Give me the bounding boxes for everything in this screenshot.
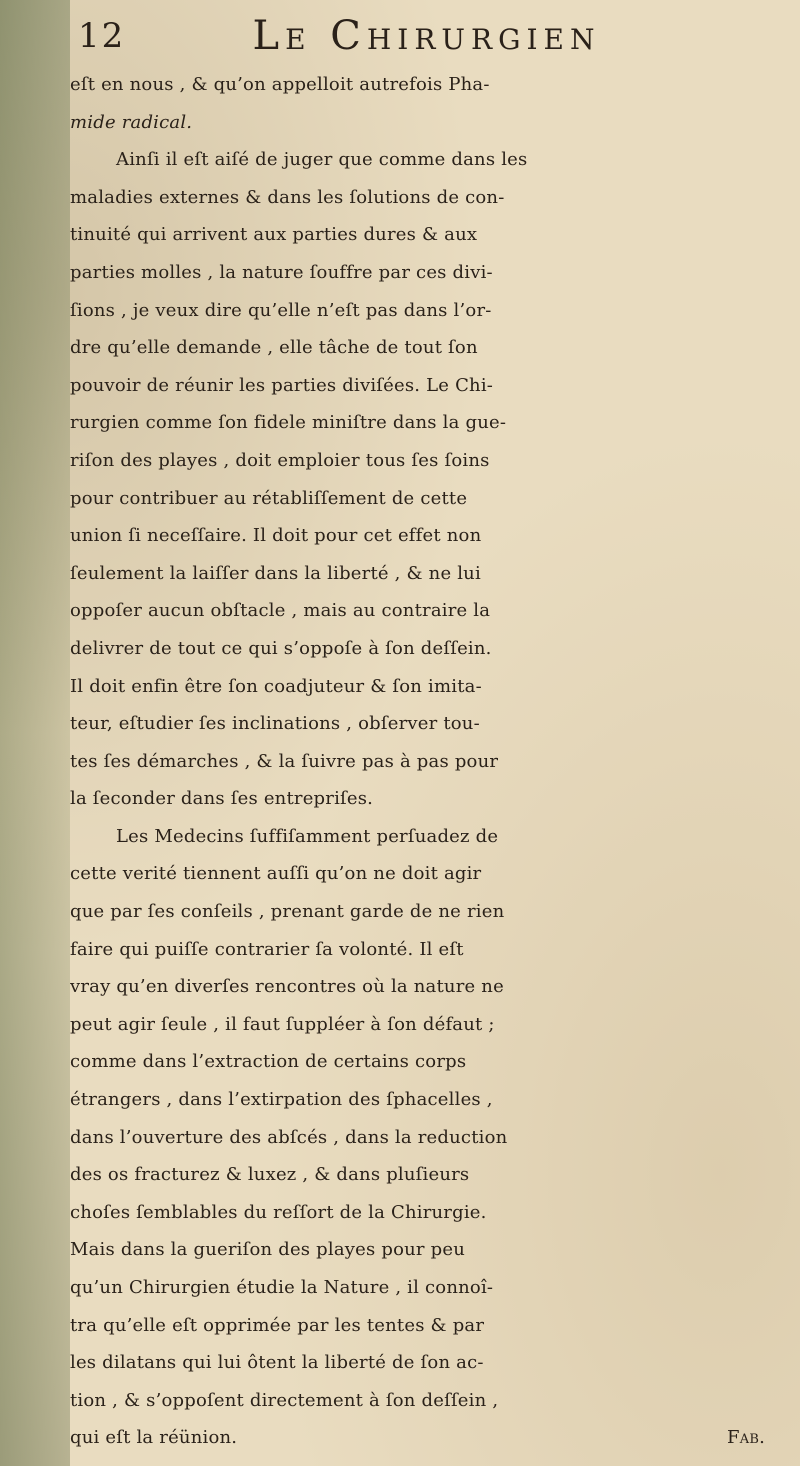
page-number: 12: [78, 16, 126, 56]
text-line: mide radical.: [70, 111, 193, 133]
text-line: dre qu’elle demande , elle tâche de tout ſon: [70, 337, 478, 359]
text-line: vray qu’en diverſes rencontres où la nature ne: [70, 976, 504, 998]
text-line: Mais dans la gueriſon des playes pour peu: [70, 1239, 466, 1261]
text-line: les dilatans qui lui ôtent la liberté de ſon ac-: [70, 1352, 484, 1374]
text-line: maladies externes & dans les ſolutions de con-: [70, 186, 505, 208]
text-line: tinuité qui arrivent aux parties dures & aux: [70, 224, 478, 246]
running-header: [70, 8, 785, 64]
text-line: [70, 1419, 785, 1457]
text-line: pouvoir de réunir les parties diviſées. Le Chi-: [70, 374, 494, 396]
page-edge-shadow: [0, 0, 70, 1466]
text-line: ſions , je veux dire qu’elle n’eſt pas dans l’or-: [70, 299, 492, 321]
text-line: rurgien comme ſon fidele miniſtre dans la gue-: [70, 412, 507, 434]
text-line: oppoſer aucun obſtacle , mais au contraire la: [70, 600, 491, 622]
text-line: peut agir ſeule , il faut ſuppléer à ſon défaut ;: [70, 1013, 495, 1035]
body-text: [70, 66, 785, 1457]
text-line: tes ſes démarches , & la ſuivre pas à pas pour: [70, 750, 499, 772]
book-page: [70, 8, 785, 1448]
text-line: riſon des playes , doit emploier tous ſes ſoins: [70, 449, 490, 471]
text-line: que par ſes conſeils , prenant garde de ne rien: [70, 901, 505, 923]
text-line: faire qui puiſſe contrarier ſa volonté. Il eſt: [70, 938, 464, 960]
text-line: qu’un Chirurgien étudie la Nature , il connoî-: [70, 1277, 494, 1298]
catchword: Fab.: [727, 1427, 765, 1449]
text-line: teur, eſtudier ſes inclinations , obſerver tou-: [70, 713, 480, 735]
text-line: la ſeconder dans ſes entrepriſes.: [70, 788, 374, 810]
text-line: pour contribuer au rétabliſſement de cette: [70, 487, 468, 509]
text-line: parties molles , la nature ſouffre par ces divi-: [70, 261, 493, 283]
text-line: ſeulement la laiſſer dans la liberté , & ne lui: [70, 562, 481, 584]
text-line: Il doit enfin être ſon coadjuteur & ſon imita-: [70, 675, 482, 697]
text-line: comme dans l’extraction de certains corps: [70, 1051, 467, 1073]
text-line: choſes ſemblables du reſſort de la Chirurgie.: [70, 1201, 487, 1223]
text-line: tion , & s’oppoſent directement à ſon deſſein ,: [70, 1389, 499, 1411]
text-line: Ainſi il eſt aiſé de juger que comme dans les: [116, 149, 528, 171]
text-line: union ſi neceſſaire. Il doit pour cet effet non: [70, 525, 482, 547]
running-title: Le Chirurgien: [252, 13, 601, 59]
text-line: eſt en nous , & qu’on appelloit autrefois Pha-: [70, 74, 490, 95]
text-line: dans l’ouverture des abſcés , dans la reduction: [70, 1126, 508, 1148]
text-line: delivrer de tout ce qui s’oppoſe à ſon deſſein.: [70, 637, 492, 659]
text-line: tra qu’elle eſt opprimée par les tentes & par: [70, 1314, 485, 1336]
text-line: des os fracturez & luxez , & dans pluſieurs: [70, 1164, 470, 1186]
text-line: Les Medecins ſuffiſamment perſuadez de: [116, 825, 499, 847]
text-line: cette verité tiennent auſſi qu’on ne doit agir: [70, 863, 482, 885]
text-line-content: qui eſt la réünion.: [70, 1427, 238, 1449]
text-line: étrangers , dans l’extirpation des ſphacelles ,: [70, 1089, 493, 1111]
